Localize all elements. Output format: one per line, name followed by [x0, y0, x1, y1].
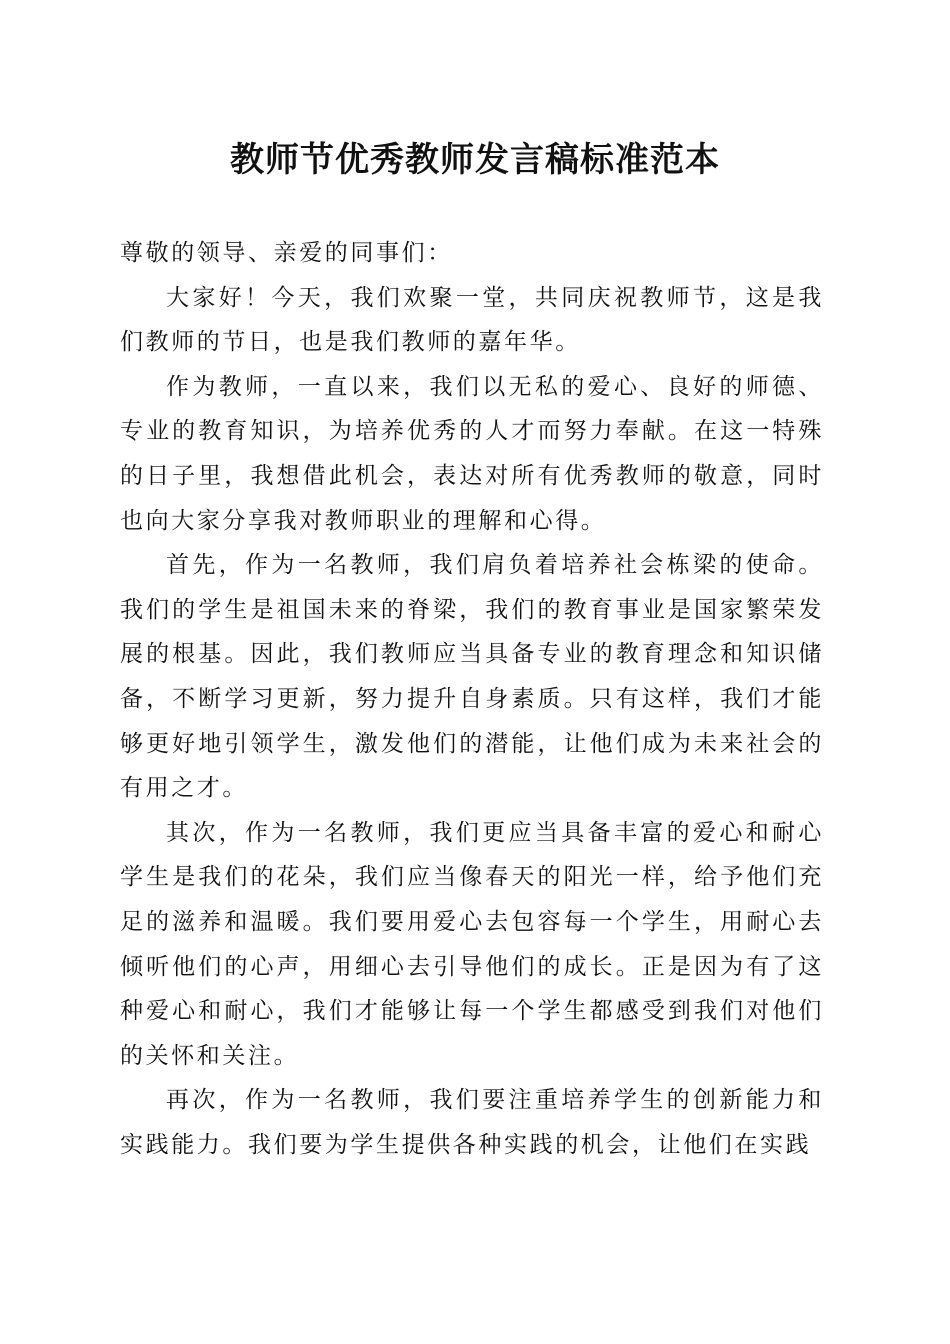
document-title: 教师节优秀教师发言稿标准范本 — [230, 140, 720, 180]
paragraph: 再次，作为一名教师，我们要注重培养学生的创新能力和实践能力。我们要为学生提供各种实践的机会，让他们在实践 — [120, 1087, 824, 1158]
salutation: 尊敬的领导、亲爱的同事们： — [120, 240, 453, 266]
paragraph: 作为教师，一直以来，我们以无私的爱心、良好的师德、专业的教育知识，为培养优秀的人才而努力奉献。在这一特殊的日子里，我想借此机会，表达对所有优秀教师的敬意，同时也向大家分享我对教师职业的理解和心得。 — [120, 373, 824, 534]
paragraph: 首先，作为一名教师，我们肩负着培养社会栋梁的使命。我们的学生是祖国未来的脊梁，我们的教育事业是国家繁荣发展的根基。因此，我们教师应当具备专业的教育理念和知识储备，不断学习更新，努力提升自身素质。只有这样，我们才能够更好地引领学生，激发他们的潜能，让他们成为未来社会的有用之才。 — [120, 552, 824, 802]
paragraph: 其次，作为一名教师，我们更应当具备丰富的爱心和耐心学生是我们的花朵，我们应当像春天的阳光一样，给予他们充足的滋养和温暖。我们要用爱心去包容每一个学生，用耐心去倾听他们的心声，用细心去引导他们的成长。正是因为有了这种爱心和耐心，我们才能够让每一个学生都感受到我们对他们的关怀和关注。 — [120, 819, 824, 1069]
document-body — [120, 231, 824, 1167]
paragraph: 大家好！今天，我们欢聚一堂，共同庆祝教师节，这是我们教师的节日，也是我们教师的嘉年华。 — [120, 284, 824, 356]
